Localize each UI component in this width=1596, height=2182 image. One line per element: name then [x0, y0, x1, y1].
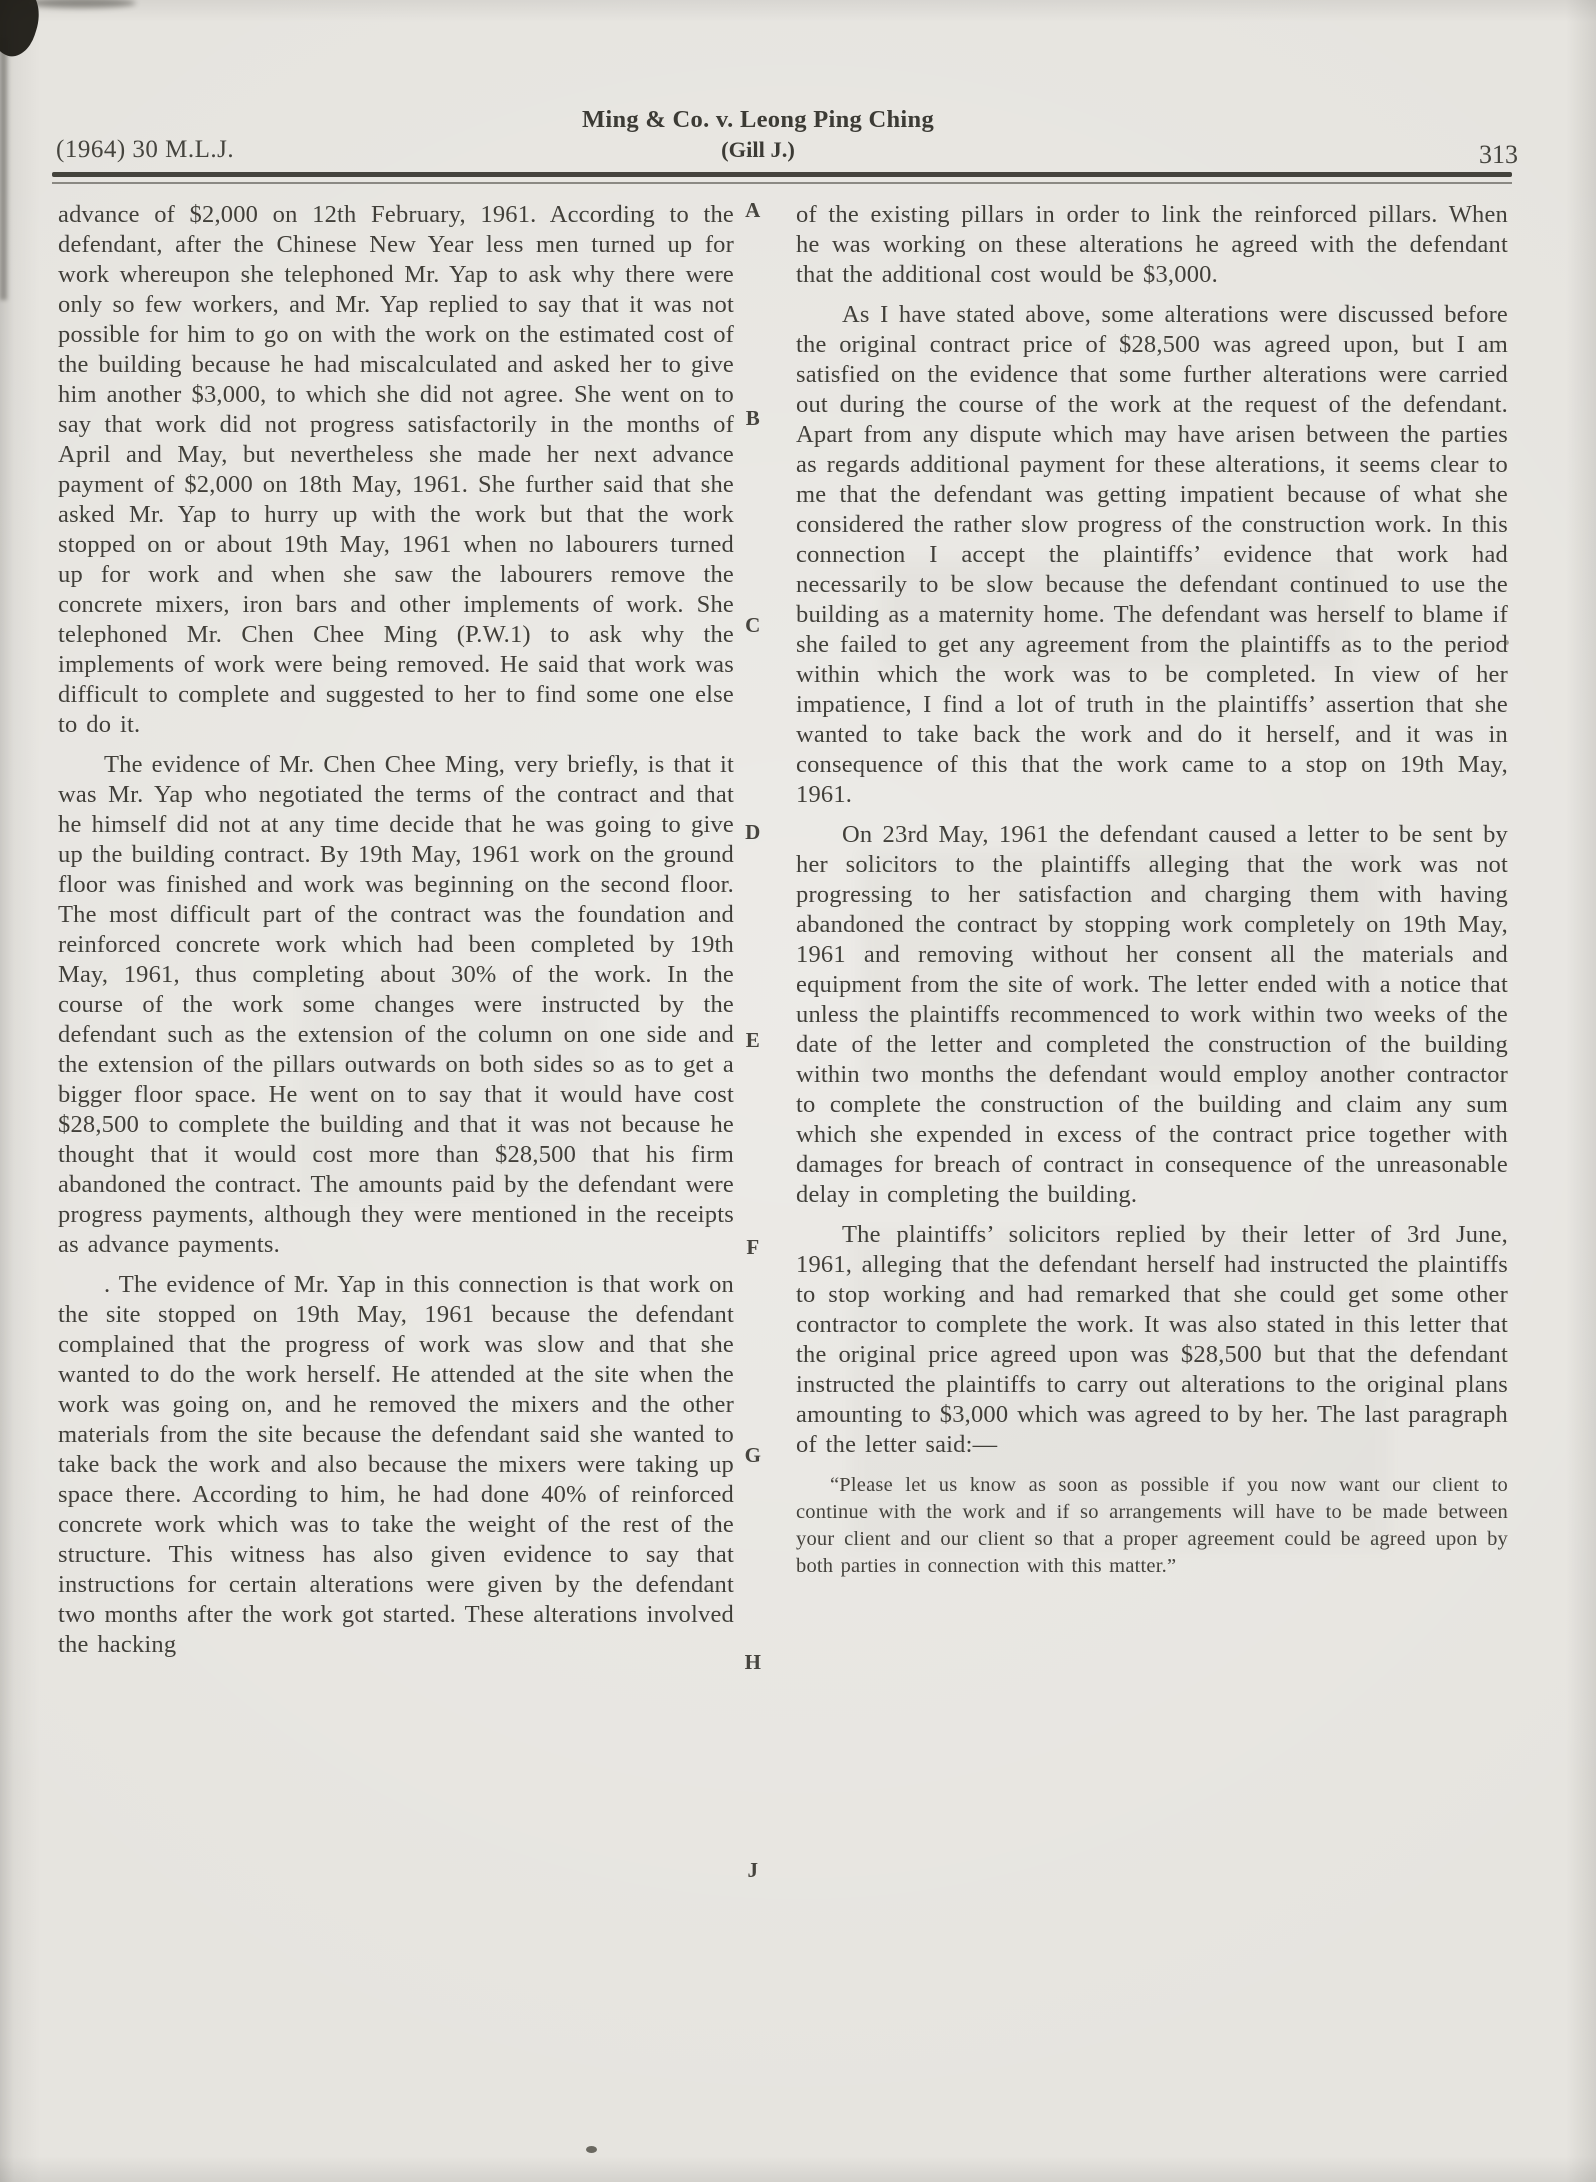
- margin-letter-f: F: [746, 1235, 760, 1259]
- margin-letter-c: C: [745, 613, 761, 637]
- scan-artifact-edge-streak: [0, 40, 7, 300]
- paragraph: The plaintiffs’ solicitors replied by their letter of 3rd June, 1961, alleging that the defendant herself had instructed the plaintiffs to stop working and had remarked that she could get some other contractor to complete the work. It was also stated in this letter that the original price agreed upon was $28,500 but that the defendant instructed the plaintiffs to carry out alterations to the original plans amounting to $3,000 which was agreed to by her. The last paragraph of the letter said:—: [796, 1221, 1508, 1458]
- margin-letter-h: H: [744, 1650, 762, 1674]
- scan-artifact-corner-blob: [0, 0, 48, 62]
- page-number: 313: [1479, 140, 1518, 169]
- margin-letter-b: B: [745, 406, 761, 430]
- margin-letter-a: A: [745, 198, 761, 222]
- judge-name: (Gill J.): [721, 137, 795, 162]
- paragraph: On 23rd May, 1961 the defendant caused a letter to be sent by her solicitors to the plaintiffs alleging that the work was not progressing to her satisfaction and charging them with having abandoned the contract by stopping work completely on 19th May, 1961 and removing without her consent all the materials and equipment from the site of work. The letter ended with a notice that unless the plaintiffs recommenced to work within two weeks of the date of the letter and completed the construction of the building within two months the defendant would employ another contractor to complete the construction of the building and claim any sum which she expended in excess of the contract price together with damages for breach of contract in consequence of the unreasonable delay in completing the building.: [796, 821, 1508, 1208]
- paragraph: of the existing pillars in order to link the reinforced pillars. When he was working on these alterations he agreed with the defendant that the additional cost would be $3,000.: [796, 201, 1508, 288]
- margin-letter-e: E: [745, 1028, 761, 1052]
- right-column: [796, 200, 1508, 1670]
- header-rule-thin: [52, 182, 1512, 184]
- case-title: Ming & Co. v. Leong Ping Ching: [581, 106, 935, 133]
- scan-artifact-speck: [586, 2146, 597, 2153]
- header-rule-thick: [52, 172, 1512, 177]
- paragraph: advance of $2,000 on 12th February, 1961. According to the defendant, after the Chinese New Year less men turned up for work whereupon she telephoned Mr. Yap to ask why there were only so few workers, and Mr. Yap replied to say that it was not possible for him to go on with the work on the estimated cost of the building because he had miscalculated and asked her to give him another $3,000, to which she did not agree. She went on to say that work did not progress satisfactorily in the months of April and May, but nevertheless she made her next advance payment of $2,000 on 18th May, 1961. She further said that she asked Mr. Yap to hurry up with the work but that the work stopped on or about 19th May, 1961 when no labourers turned up for work and when she saw the labourers remove the concrete mixers, iron bars and other implements of work. She telephoned Mr. Chen Chee Ming (P.W.1) to ask why the implements of work were being removed. He said that work was difficult to complete and suggested to her to find some one else to do it.: [58, 201, 734, 738]
- paragraph: The evidence of Mr. Chen Chee Ming, very briefly, is that it was Mr. Yap who negotiated the terms of the contract and that he himself did not at any time decide that he was going to give up the building contract. By 19th May, 1961 work on the ground floor was finished and work was beginning on the second floor. The most difficult part of the contract was the foundation and reinforced concrete work which had been completed by 19th May, 1961, thus completing about 30% of the work. In the course of the work some changes were instructed by the defendant such as the extension of the column on one side and the extension of the pillars outwards on both sides so as to get a bigger floor space. He went on to say that it would have cost $28,500 to complete the building and that it was not because he thought that it would cost more than $28,500 that his firm abandoned the contract. The amounts paid by the defendant were progress payments, although they were mentioned in the receipts as advance payments.: [58, 751, 734, 1258]
- paragraph: As I have stated above, some alterations were discussed before the original contract price of $28,500 was agreed upon, but I am satisfied on the evidence that some further alterations were carried out during the course of the work at the request of the defendant. Apart from any dispute which may have arisen between the parties as regards additional payment for these alterations, it seems clear to me that the defendant was getting impatient because of what she considered the rather slow progress of the construction work. In this connection I accept the plaintiffs’ evidence that work had necessarily to be slow because the defendant continued to use the building as a maternity home. The defendant was herself to blame if she failed to get any agreement from the plaintiffs as to the period within which the work was to be completed. In view of her impatience, I find a lot of truth in the plaintiffs’ assertion that she wanted to take back the work and do it herself, and it was in consequence of this that the work came to a stop on 19th May, 1961.: [796, 301, 1508, 808]
- journal-reference: (1964) 30 M.L.J.: [56, 136, 235, 163]
- case-heading: [0, 106, 1516, 163]
- scan-artifact-top-smear: [26, 0, 136, 8]
- text-columns: [58, 200, 1508, 1670]
- letter-quote: “Please let us know as soon as possible if you now want our client to continue with the work and if so arrangements will have to be made between your client and our client so that a proper agreement could be agreed upon by both parties in connection with this matter.”: [796, 1474, 1508, 1577]
- left-column: [58, 200, 734, 1670]
- margin-letter-j: J: [747, 1858, 759, 1882]
- margin-letter-g: G: [744, 1443, 762, 1467]
- paragraph: . The evidence of Mr. Yap in this connection is that work on the site stopped on 19th May, 1961 because the defendant complained that the progress of work was slow and that she wanted to do the work herself. He attended at the site when the work was going on, and he removed the mixers and the other materials from the site because the defendant said she wanted to take back the work and also because the mixers were taking up space there. According to him, he had done 40% of reinforced concrete work which was to take the weight of the rest of the structure. This witness has also given evidence to say that instructions for certain alterations were given by the defendant two months after the work got started. These alterations involved the hacking: [58, 1271, 734, 1658]
- margin-letter-d: D: [745, 820, 761, 844]
